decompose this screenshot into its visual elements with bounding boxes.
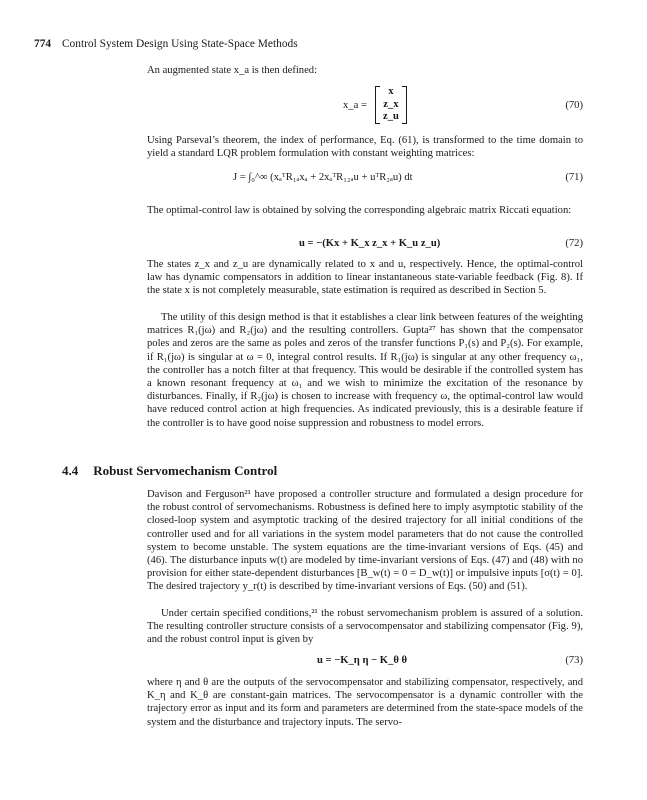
paragraph-where: where η and θ are the outputs of the servocompensator and stabilizing compensator, respectively, and K_η and K_θ are constant-gain matrices. The servocompensator is a dynamic controller with the trajectory error as input and its form and parameters are determined from the state-space models of the system and the disturbance and trajectory inputs. The servo-	[147, 677, 583, 728]
page-number: 774	[34, 38, 52, 50]
equation-72-body: u = −(Kx + K_x z_x + K_u z_u)	[299, 238, 441, 249]
equation-71-body: J = ∫₀^∞ (xₐᵀR₁ₐxₐ + 2xₐᵀR₁₂ₐu + uᵀR₂ₐu) dt	[233, 172, 413, 183]
paragraph-intro: An augmented state x_a is then defined:	[147, 65, 318, 76]
paragraph-riccati: The optimal-control law is obtained by solving the corresponding algebraic matrix Riccati equation:	[147, 205, 572, 216]
running-header	[34, 38, 298, 50]
equation-70	[147, 86, 583, 130]
section-title: Robust Servomechanism Control	[93, 463, 278, 478]
matrix-entry: x	[388, 86, 394, 97]
equation-number: (70)	[565, 100, 583, 111]
equation-73	[147, 655, 583, 675]
state-matrix	[375, 86, 407, 124]
equation-72	[147, 238, 583, 258]
paragraph-states: The states z_x and z_u are dynamically related to x and u, respectively. Hence, the optimal-control law has dynamic compensators in addition to linear instantaneous state-variable feedback (Fig. 8). If the state x is not completely measurable, state estimation is required as described in Section 5.	[147, 259, 583, 297]
paragraph-parseval: Using Parseval’s theorem, the index of performance, Eq. (61), is transformed to the time domain to yield a standard LQR problem formulation with constant weighting matrices:	[147, 135, 583, 160]
paragraph-davison: Davison and Ferguson²¹ have proposed a controller structure and formulated a design procedure for the robust control of servomechanisms. Robustness is defined here to imply asymptotic stability of the closed-loop system and asymptotic tracking of the desired trajectory for all initial conditions of the controller used and for all variations in the system model parameters that do not cause the controlled system to become unstable. The system equations are the time-invariant versions of Eqs. (45) and (46). The disturbance inputs w(t) are modeled by time-invariant versions of Eqs. (47) and (48) with no provision for either state-dependent disturbances [B_w(t) = 0 = D_w(t)] or impulsive inputs [σ(t) = 0]. The desired trajectory y_r(t) is described by time-invariant versions of Eqs. (50) and (51).	[147, 489, 583, 593]
paragraph-utility: The utility of this design method is that it establishes a clear link between features of the weighting matrices R₁(jω) and R₂(jω) and the resulting controllers. Gupta²⁷ has shown that the compensator poles and zeros are the same as poles and zeros of the transfer functions P₁(s) and P₂(s). For example, if R₁(jω) is singular at ω = 0, integral control results. If R₁(jω) is singular at any other frequency ω₁, the controller has a notch filter at that frequency. This would be desirable if the controlled system has a known resonant frequency at ω₁ and we wish to minimize the excitation of the resonance by disturbances. Finally, if R₂(jω) is chosen to increase with frequency ω, the optimal-control law would have reduced control action at high frequencies. As indicated previously, this is a desirable feature if the controller is to have good noise suppression and robustness to model errors.	[147, 312, 583, 429]
paragraph-certain: Under certain specified conditions,²¹ the robust servomechanism problem is assured of a solution. The resulting controller structure consists of a servocompensator and stabilizing compensator (Fig. 9), and the robust control input is given by	[147, 608, 583, 646]
running-title: Control System Design Using State-Space Methods	[61, 38, 298, 50]
equation-number: (73)	[565, 655, 583, 666]
equation-number: (72)	[565, 238, 583, 249]
matrix-entry: z_u	[383, 111, 399, 122]
section-heading	[62, 463, 277, 479]
equation-70-lhs: x_a =	[343, 100, 367, 111]
equation-73-body: u = −K_η η − K_θ θ	[317, 655, 408, 666]
equation-71	[147, 172, 583, 192]
section-number: 4.4	[62, 463, 79, 478]
matrix-entry: z_x	[383, 98, 399, 110]
equation-number: (71)	[565, 172, 583, 183]
